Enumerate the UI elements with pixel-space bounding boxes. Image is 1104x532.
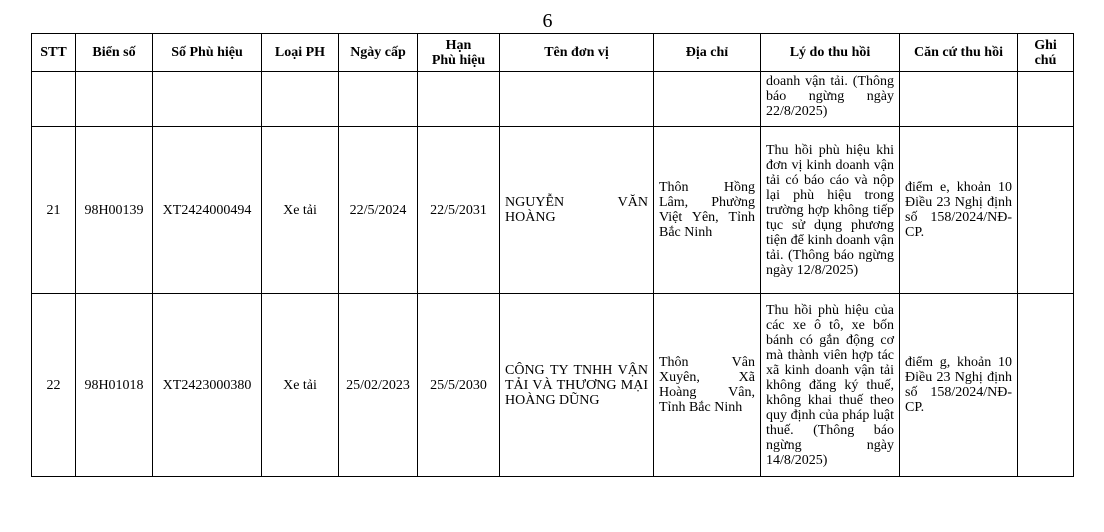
ngay-cap-cell: 22/5/2024	[339, 127, 418, 294]
table-row	[32, 127, 1074, 294]
header-ly-do: Lý do thu hồi	[761, 34, 900, 72]
dia-chi-cell: Thôn Vân Xuyên, Xã Hoàng Vân, Tỉnh Bắc Ninh	[654, 294, 761, 477]
header-row	[32, 34, 1074, 72]
can-cu-cell: điểm e, khoản 10 Điều 23 Nghị định số 158/2024/NĐ-CP.	[900, 127, 1018, 294]
header-stt: STT	[32, 34, 76, 72]
so-phu-hieu-cell: XT2424000494	[153, 127, 262, 294]
header-can-cu: Căn cứ thu hồi	[900, 34, 1018, 72]
bien-so-cell: 98H01018	[76, 294, 153, 477]
ly-do-cell: Thu hồi phù hiệu của các xe ô tô, xe bốn bánh có gắn động cơ mà thành viên hợp tác xã kinh doanh vận tải không đăng ký thuế, không khai thuế theo quy định của pháp luật thuế. (Thông báo ngừng ngày 14/8/2025)	[761, 294, 900, 477]
header-han-line2: Phù hiệu	[431, 52, 486, 68]
ngay-cap-cell: 25/02/2023	[339, 294, 418, 477]
table-row-continued	[32, 72, 1074, 127]
ten-don-vi-cell: NGUYỄN VĂN HOÀNG	[500, 127, 654, 294]
header-loai-ph: Loại PH	[262, 34, 339, 72]
loai-ph-cell: Xe tải	[262, 127, 339, 294]
continued-ly-do: doanh vận tải. (Thông báo ngừng ngày 22/8/2025)	[761, 72, 900, 127]
header-so-phu-hieu: Số Phù hiệu	[153, 34, 262, 72]
so-phu-hieu-cell: XT2423000380	[153, 294, 262, 477]
ly-do-cell: Thu hồi phù hiệu khi đơn vị kinh doanh vận tải có báo cáo và nộp lại phù hiệu trong trường hợp không tiếp tục sử dụng phương tiện để kinh doanh vận tải. (Thông báo ngừng ngày 12/8/2025)	[761, 127, 900, 294]
header-dia-chi: Địa chỉ	[654, 34, 761, 72]
header-ghi-chu: Ghi chú	[1018, 34, 1074, 72]
han-phu-hieu-cell: 22/5/2031	[418, 127, 500, 294]
can-cu-cell: điểm g, khoản 10 Điều 23 Nghị định số 158/2024/NĐ-CP.	[900, 294, 1018, 477]
header-ngay-cap: Ngày cấp	[339, 34, 418, 72]
stt-cell: 22	[32, 294, 76, 477]
han-phu-hieu-cell: 25/5/2030	[418, 294, 500, 477]
ghi-chu-cell	[1018, 127, 1074, 294]
ghi-chu-cell	[1018, 294, 1074, 477]
header-ten-don-vi: Tên đơn vị	[500, 34, 654, 72]
loai-ph-cell: Xe tải	[262, 294, 339, 477]
stt-cell: 21	[32, 127, 76, 294]
dia-chi-cell: Thôn Hồng Lâm, Phường Việt Yên, Tỉnh Bắc Ninh	[654, 127, 761, 294]
ten-don-vi-cell: CÔNG TY TNHH VẬN TẢI VÀ THƯƠNG MẠI HOÀNG DŨNG	[500, 294, 654, 477]
header-han-phu-hieu	[418, 34, 500, 72]
table-row	[32, 294, 1074, 477]
header-bien-so: Biển số	[76, 34, 153, 72]
bien-so-cell: 98H00139	[76, 127, 153, 294]
page-number: 6	[542, 10, 553, 32]
revocation-table	[31, 33, 1074, 477]
header-han-line1: Hạn	[445, 37, 472, 53]
